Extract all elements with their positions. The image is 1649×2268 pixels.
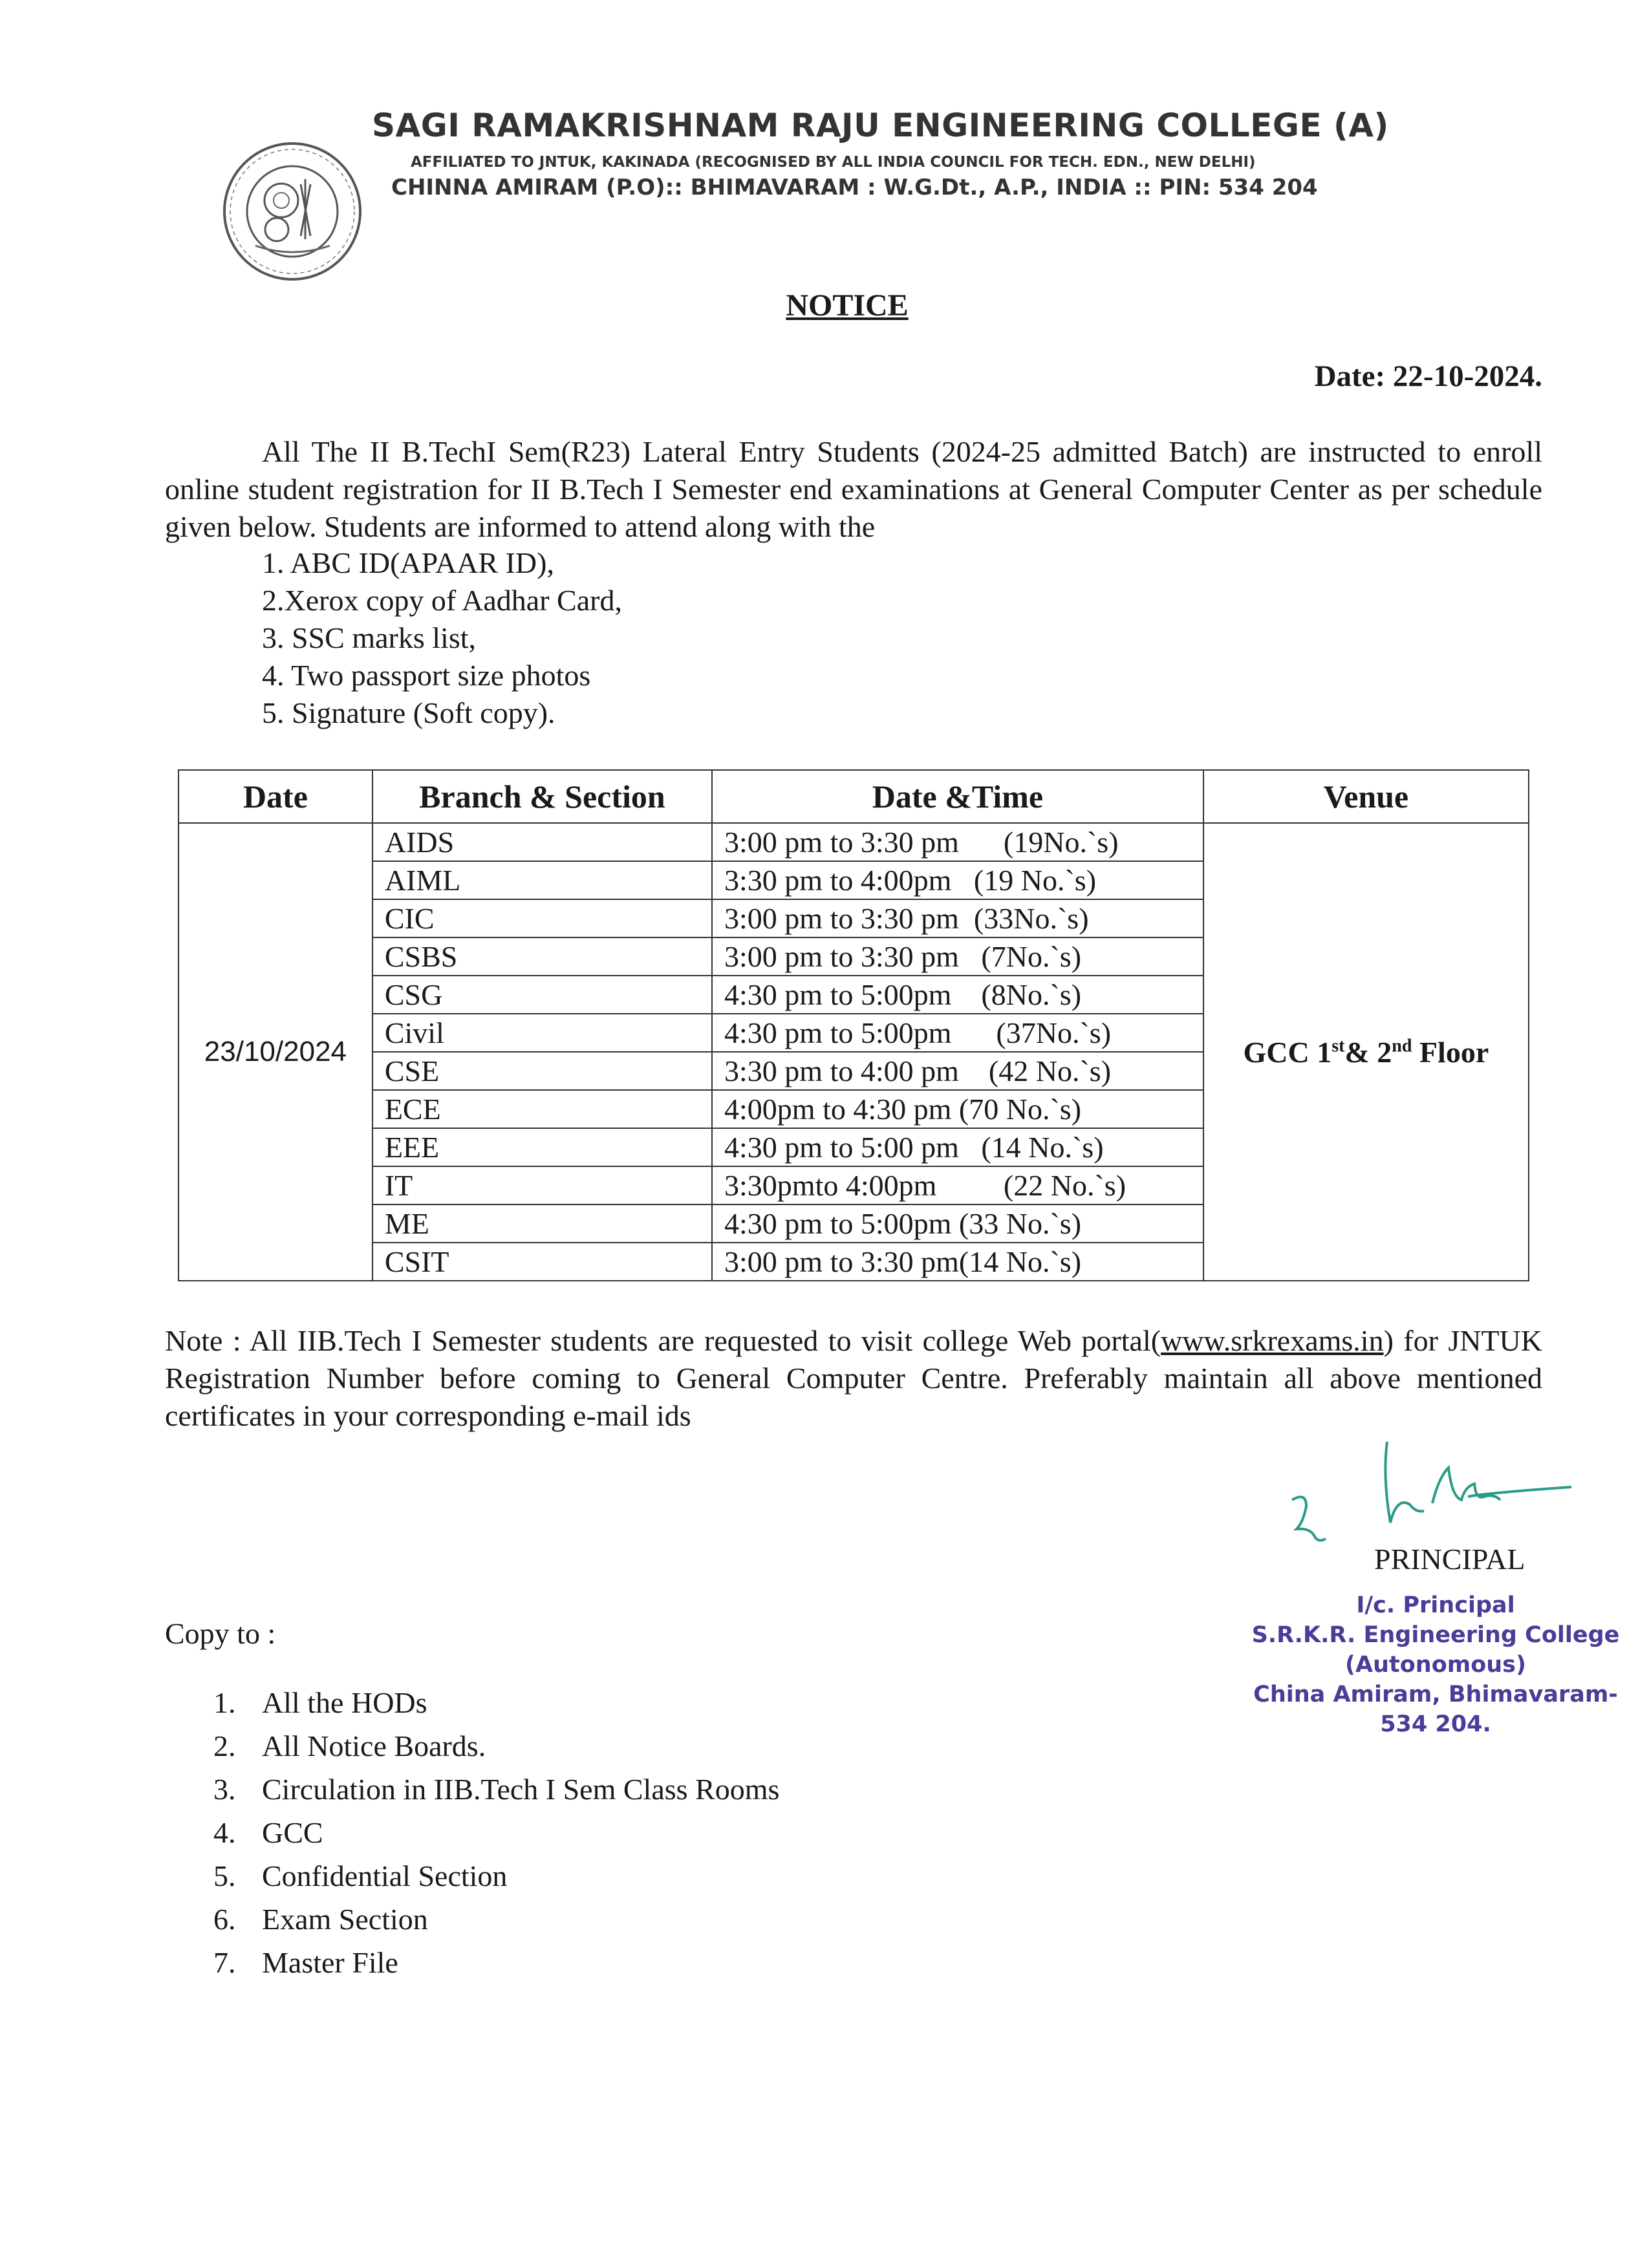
branch-cell: IT	[372, 1166, 712, 1204]
stamp-line: China Amiram, Bhimavaram-534 204.	[1253, 1682, 1618, 1737]
branch-cell: CSBS	[372, 937, 712, 976]
time-cell: 3:00 pm to 3:30 pm (7No.`s)	[712, 937, 1203, 976]
header-date: Date	[178, 770, 372, 823]
venue-cell	[1203, 823, 1529, 1281]
requirement-item: 4. Two passport size photos	[262, 659, 591, 692]
header-time: Date &Time	[712, 770, 1203, 823]
header-venue: Venue	[1203, 770, 1529, 823]
time-cell: 3:00 pm to 3:30 pm(14 No.`s)	[712, 1243, 1203, 1281]
venue-middle: & 2	[1344, 1035, 1392, 1069]
list-item	[213, 1854, 779, 1898]
list-text: Confidential Section	[262, 1859, 508, 1892]
branch-cell: Civil	[372, 1014, 712, 1052]
list-text: GCC	[262, 1816, 323, 1849]
college-seal-logo	[220, 139, 365, 284]
copy-to-label: Copy to :	[165, 1617, 276, 1650]
list-text: All the HODs	[262, 1686, 427, 1719]
venue-sup-2: nd	[1392, 1036, 1412, 1056]
time-cell: 4:30 pm to 5:00pm (37No.`s)	[712, 1014, 1203, 1052]
schedule-table	[178, 769, 1529, 1281]
notice-heading	[0, 288, 1649, 323]
venue-sup-1: st	[1331, 1036, 1345, 1056]
note-text-after: ) for JNTUK Registration Number before coming to General Computer Centre. Preferably maintain all above mentioned certificates in your corresponding e-mail ids	[165, 1324, 1542, 1432]
branch-cell: CSE	[372, 1052, 712, 1090]
branch-cell: ME	[372, 1204, 712, 1243]
college-affiliation: AFFILIATED TO JNTUK, KAKINADA (RECOGNISED BY ALL INDIA COUNCIL FOR TECH. EDN., NEW DELHI)	[411, 154, 1256, 171]
stamp-line: (Autonomous)	[1345, 1652, 1526, 1678]
time-cell: 3:00 pm to 3:30 pm (19No.`s)	[712, 823, 1203, 861]
list-item	[213, 1941, 779, 1984]
branch-cell: AIDS	[372, 823, 712, 861]
time-cell: 3:00 pm to 3:30 pm (33No.`s)	[712, 899, 1203, 937]
branch-cell: CSG	[372, 976, 712, 1014]
note-paragraph	[165, 1322, 1542, 1435]
venue-prefix: GCC 1	[1243, 1035, 1332, 1069]
schedule-date: 23/10/2024	[178, 823, 372, 1281]
branch-cell: ECE	[372, 1090, 712, 1128]
exam-portal-link[interactable]: www.srkrexams.in	[1161, 1324, 1384, 1357]
list-item	[213, 1768, 779, 1811]
college-name: SAGI RAMAKRISHNAM RAJU ENGINEERING COLLEGE (A)	[372, 107, 1389, 144]
note-text-before: Note : All IIB.Tech I Semester students are requested to visit college Web portal(	[165, 1324, 1161, 1357]
list-number: 3.	[213, 1773, 236, 1806]
body-paragraph: All The II B.TechI Sem(R23) Lateral Entry Students (2024-25 admitted Batch) are instructed to enroll online student registration for II B.Tech I Semester end examinations at General Computer Center as per schedule given below. Students are informed to attend along with the	[165, 435, 1542, 543]
table-row	[178, 823, 1529, 861]
time-cell: 4:00pm to 4:30 pm (70 No.`s)	[712, 1090, 1203, 1128]
list-text: Master File	[262, 1946, 398, 1979]
branch-cell: AIML	[372, 861, 712, 899]
stamp-line: I/c. Principal	[1356, 1592, 1515, 1618]
requirement-item: 2.Xerox copy of Aadhar Card,	[262, 584, 622, 617]
notice-body	[165, 433, 1542, 546]
requirement-item: 5. Signature (Soft copy).	[262, 696, 555, 729]
notice-title: NOTICE	[786, 288, 909, 323]
branch-cell: CIC	[372, 899, 712, 937]
table-header-row	[178, 770, 1529, 823]
time-cell: 3:30 pm to 4:00pm (19 No.`s)	[712, 861, 1203, 899]
list-number: 5.	[213, 1859, 236, 1892]
principal-stamp	[1251, 1590, 1620, 1739]
venue-suffix: Floor	[1412, 1035, 1489, 1069]
branch-cell: CSIT	[372, 1243, 712, 1281]
requirement-item: 1. ABC ID(APAAR ID),	[262, 546, 554, 579]
requirement-item: 3. SSC marks list,	[262, 621, 477, 654]
time-cell: 4:30 pm to 5:00pm (8No.`s)	[712, 976, 1203, 1014]
principal-title: PRINCIPAL	[1374, 1543, 1525, 1576]
list-text: Exam Section	[262, 1903, 428, 1936]
time-cell: 3:30pmto 4:00pm (22 No.`s)	[712, 1166, 1203, 1204]
stamp-line: S.R.K.R. Engineering College	[1251, 1622, 1620, 1648]
list-number: 7.	[213, 1946, 236, 1979]
time-cell: 4:30 pm to 5:00 pm (14 No.`s)	[712, 1128, 1203, 1166]
list-item	[213, 1681, 779, 1724]
notice-date: Date: 22-10-2024.	[1314, 359, 1542, 393]
list-item	[213, 1811, 779, 1854]
list-number: 2.	[213, 1729, 236, 1762]
branch-cell: EEE	[372, 1128, 712, 1166]
time-cell: 4:30 pm to 5:00pm (33 No.`s)	[712, 1204, 1203, 1243]
requirements-list	[262, 544, 622, 732]
list-text: All Notice Boards.	[262, 1729, 486, 1762]
list-text: Circulation in IIB.Tech I Sem Class Rooms	[262, 1773, 780, 1806]
list-item	[213, 1724, 779, 1768]
time-cell: 3:30 pm to 4:00 pm (42 No.`s)	[712, 1052, 1203, 1090]
list-number: 1.	[213, 1686, 236, 1719]
copy-to-list	[213, 1681, 779, 1984]
list-number: 6.	[213, 1903, 236, 1936]
list-item	[213, 1898, 779, 1941]
header-branch: Branch & Section	[372, 770, 712, 823]
list-number: 4.	[213, 1816, 236, 1849]
college-address: CHINNA AMIRAM (P.O):: BHIMAVARAM : W.G.Dt., A.P., INDIA :: PIN: 534 204	[391, 175, 1318, 200]
